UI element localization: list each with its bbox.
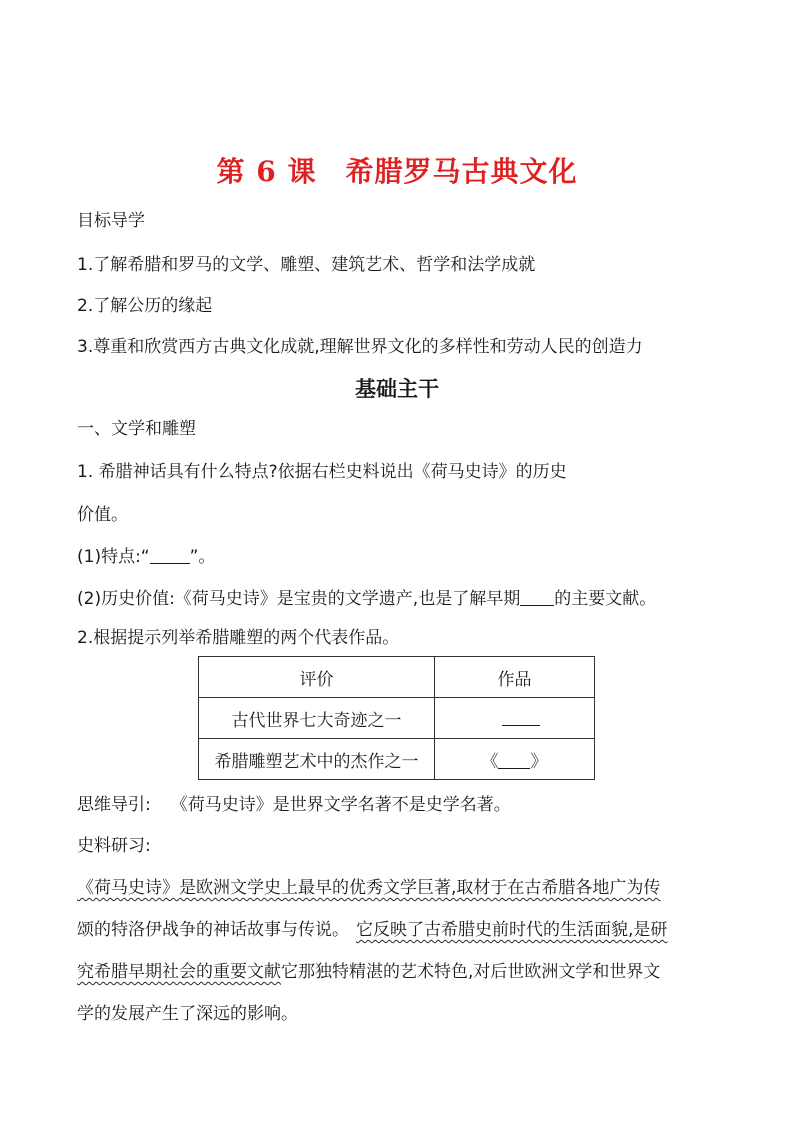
question-1-line-2: 价值。: [77, 505, 128, 525]
source-line-3: [77, 960, 660, 984]
thinking-guide-label: 思维导引:: [77, 795, 151, 815]
answer-blank: [498, 751, 530, 769]
part-2-text-before: (2)历史价值:《荷马史诗》是宝贵的文学遗产,也是了解早期: [77, 589, 521, 609]
table-cell-eval: 古代世界七大奇迹之一: [199, 698, 435, 739]
goal-item-2: 2.了解公历的缘起: [77, 296, 213, 316]
section-subheading: 一、文学和雕塑: [77, 419, 196, 439]
sculpture-table: [198, 656, 595, 780]
lesson-title-text: 课 希腊罗马古典文化: [287, 155, 578, 188]
part-2-text-after: 的主要文献。: [554, 589, 657, 609]
source-line-1: [77, 876, 660, 900]
question-1-part-1: [77, 545, 215, 569]
goal-item-1: 1.了解希腊和罗马的文学、雕塑、建筑艺术、哲学和法学成就: [77, 255, 536, 275]
table-header-row: [199, 657, 595, 698]
question-1-part-2: [77, 587, 656, 611]
source-line-4: 学的发展产生了深远的影响。: [77, 1004, 298, 1024]
part-1-text-before: (1)特点:“: [77, 547, 150, 567]
lesson-title: [0, 150, 794, 190]
thinking-guide: [77, 793, 511, 817]
source-text-underlined: 它反映了古希腊史前时代的生活面貌,是研: [356, 920, 668, 940]
part-1-text-after: ”。: [189, 547, 216, 567]
table-row: [199, 698, 595, 739]
table-header-eval: 评价: [199, 657, 435, 698]
table-row: [199, 739, 595, 780]
book-bracket-open: 《: [481, 751, 499, 772]
table-header-work: 作品: [434, 657, 594, 698]
goal-item-3: 3.尊重和欣赏西方古典文化成就,理解世界文化的多样性和劳动人民的创造力: [77, 337, 643, 357]
book-bracket-close: 》: [530, 751, 548, 772]
source-text-underlined: 究希腊早期社会的重要文献: [77, 962, 281, 982]
source-text: 它那独特精湛的艺术特色,对后世欧洲文学和世界文: [281, 962, 661, 982]
lesson-number: 6: [256, 155, 277, 188]
question-2-text: 2.根据提示列举希腊雕塑的两个代表作品。: [77, 628, 400, 648]
table-cell-work: [434, 739, 594, 780]
thinking-guide-text: 《荷马史诗》是世界文学名著不是史学名著。: [170, 795, 511, 815]
table-cell-eval: 希腊雕塑艺术中的杰作之一: [199, 739, 435, 780]
answer-blank: [502, 708, 540, 726]
section-title: 基础主干: [355, 377, 439, 401]
source-text: 颂的特洛伊战争的神话故事与传说。: [77, 920, 349, 940]
answer-blank: [150, 546, 190, 564]
question-1-line-1: 1. 希腊神话具有什么特点?依据右栏史料说出《荷马史诗》的历史: [77, 462, 567, 482]
lesson-title-prefix: 第: [216, 155, 246, 188]
source-study-label: 史料研习:: [77, 836, 151, 856]
source-text-underlined: 《荷马史诗》是欧洲文学史上最早的优秀文学巨著,取材于在古希腊各地广为传: [77, 878, 661, 898]
goals-heading: 目标导学: [77, 211, 145, 231]
answer-blank: [520, 588, 554, 606]
source-line-2: [77, 918, 667, 942]
table-cell-work: [434, 698, 594, 739]
